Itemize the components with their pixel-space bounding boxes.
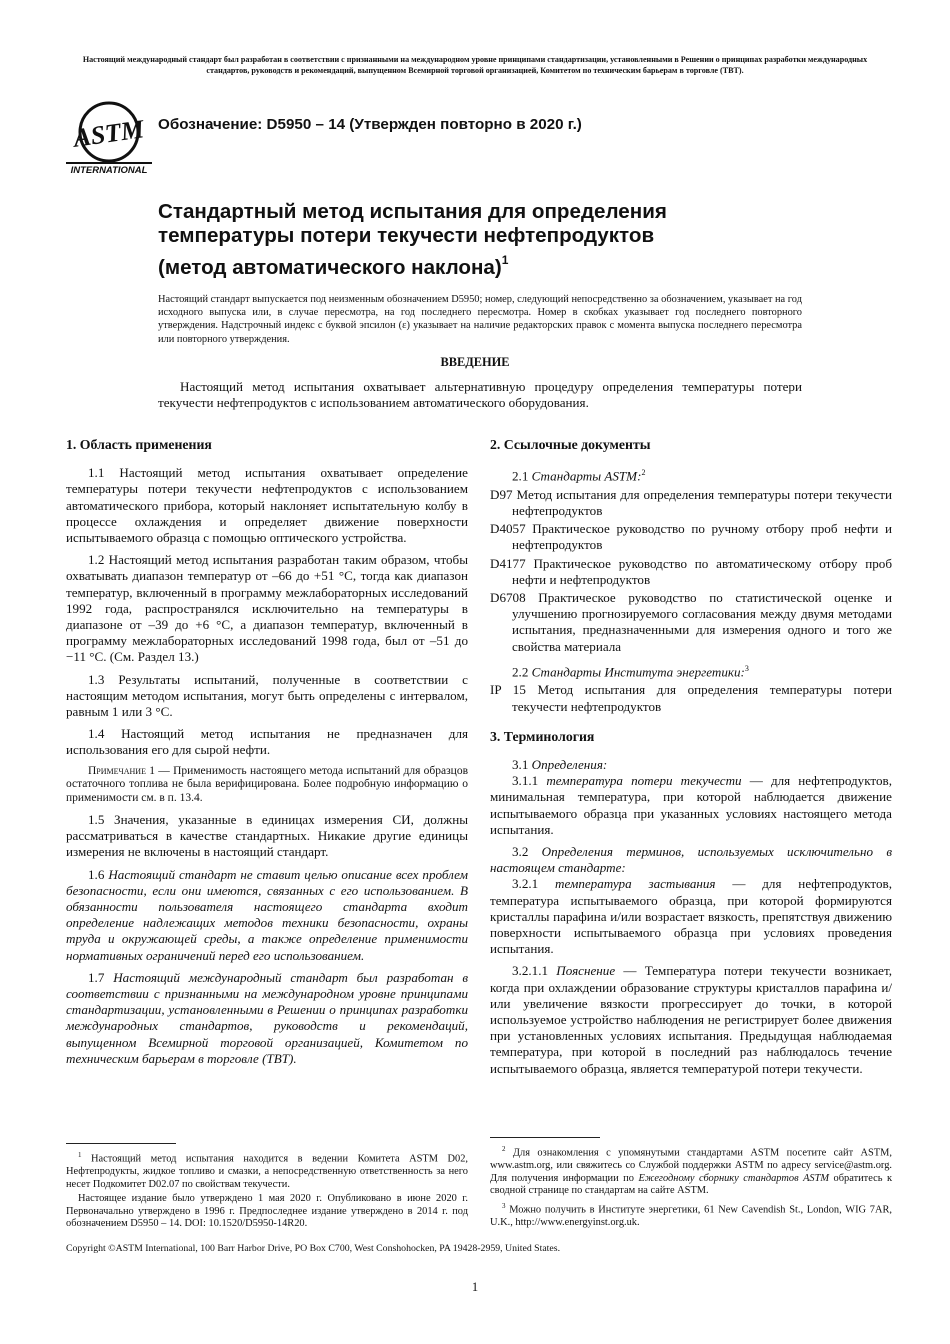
copyright: Copyright ©ASTM International, 100 Barr Harbor Drive, PO Box C700, West Conshohocken, PA 19428-2959, United States. bbox=[66, 1243, 561, 1254]
intro-heading: ВВЕДЕНИЕ bbox=[440, 355, 510, 369]
section-1-heading: 1. Область применения bbox=[66, 437, 212, 452]
right-column bbox=[490, 437, 892, 1083]
ref-item: D4057 Практическое руководство по ручному отбору проб нефти и нефтепродуктов bbox=[490, 521, 892, 553]
footnote-1: $^1$ Настоящий метод испытания находится в ведении Комитета ASTM D02, Нефтепродукты, жидкое топливо и смазки, а непосредственную ответственность за него несет Подкомитет D02.07 по свойствам текучести. bbox=[66, 1151, 468, 1190]
left-column bbox=[66, 437, 468, 1073]
top-banner: Настоящий международный стандарт был разработан в соответствии с признанными на международном уровне принципами стандартизации, установленными в Решении о принципах разработки международных стандартов, руководств и рекомендаций, выпущенном Всемирной торговой организацией, Комитетом по техническим барьерам в торговле (TBT). bbox=[82, 55, 868, 75]
ref-item: D97 Метод испытания для определения температуры потери текучести нефтепродуктов bbox=[490, 486, 892, 518]
ref-item: D6708 Практическое руководство по статистической оценке и улучшению прогнозируемого согласования между двумя методами испытания, предназначенными для измерения одного и того же свойства материала bbox=[490, 589, 892, 654]
astm-logo bbox=[66, 100, 152, 176]
footnote-rule-left bbox=[66, 1143, 176, 1144]
note-1 bbox=[66, 765, 468, 806]
paragraph-3-1: 3.1 Определения: bbox=[512, 756, 608, 772]
astm-logo-icon bbox=[66, 100, 152, 176]
paragraph-3-2-1-1: 3.2.1.1 Пояснение — Температура потери текучести возникает, когда при охлаждении образование структуры кристаллов парафина и/или увеличение вязкости прогрессирует до точки, в которой используемое устройство наблюдения не регистрирует более движения при установленных условиях испытания. Предыдущая наблюдаемая температура, при которой в последний раз наблюдалось течение испытываемого образца, является температурой потери текучести. bbox=[490, 963, 893, 1076]
title-line-1: Стандартный метод испытания для определения bbox=[158, 200, 667, 223]
preamble: Настоящий стандарт выпускается под неизменным обозначением D5950; номер, следующий непосредственно за обозначением, указывает на год исходного выпуска или, в случае пересмотра, на год последнего пересмотра. Номер в скобках указывает год последнего повторного утверждения. Надстрочный индекс с буквой эпсилон (ε) указывает на наличие редакторских правок с момента выпуска последнего пересмотра или повторного утверждения. bbox=[158, 294, 802, 345]
section-2-heading: 2. Ссылочные документы bbox=[490, 437, 651, 452]
paragraph-1-3: 1.3 Результаты испытаний, полученные в соответствии с настоящим методом испытания, могут быть определены с интервалом, равным 1 или 3 °C. bbox=[66, 671, 468, 720]
paragraph-1-5: 1.5 Значения, указанные в единицах измерения СИ, должны рассматриваться в качестве стандартных. Никакие другие единицы измерения не включены в настоящий стандарт. bbox=[66, 812, 468, 860]
intro-text: Настоящий метод испытания охватывает альтернативную процедуру определения температуры потери текучести нефтепродуктов с использованием автоматического оборудования. bbox=[158, 379, 802, 411]
paragraph-1-6: 1.6 Настоящий стандарт не ставит целью описание всех проблем безопасности, если они имеются, связанных с его использованием. В обязанности пользователя настоящего стандарта входит определение надлежащих методов техники безопасности, охраны труда и окружающей среды, а также определение применимости нормативных ограничений перед его использованием. bbox=[66, 866, 469, 963]
page-number: 1 bbox=[471, 1280, 479, 1294]
document-title bbox=[158, 200, 758, 280]
paragraph-3-2-1: 3.2.1 температура застывания — для нефтепродуктов, температура испытываемого образца, при которой формируются кристаллы парафина и/или возрастает вязкость, препятствуя движению поверхности испытываемого образца при условиях проведения испытания. bbox=[490, 876, 892, 957]
ref-item: D4177 Практическое руководство по автоматическому отбору проб нефти и нефтепродуктов bbox=[490, 555, 892, 587]
paragraph-1-7-text: Настоящий международный стандарт был разработан в соответствии с признанными на международном уровне принципами стандартизации, установленными в Решении о принципах разработки международных стандартов, руководств и рекомендаций, выпущенном Всемирной торговой организацией, Комитетом по техническим барьерам в торговле (TBT). bbox=[66, 969, 468, 1066]
subsection-2-2: 2.2 Стандарты Института энергетики:$^3$ bbox=[512, 663, 749, 680]
footnote-1-edition: Настоящее издание было утверждено 1 мая 2020 г. Опубликовано в июне 2020 г. Первоначально утверждено в 1996 г. Предпоследнее издание утверждено в 2014 г. под обозначением D5950 – 14. DOI: 10.1520/D5950-14R20. bbox=[66, 1193, 468, 1230]
logo-subtext: INTERNATIONAL bbox=[70, 165, 148, 176]
footnote-2: $^2$ Для ознакомления с упомянутыми стандартами ASTM посетите сайт ASTM, www.astm.org, или свяжитесь со Службой поддержки ASTM по адресу service@astm.org. Для получения информации по Ежегодному сборнику стандартов ASTM обратитесь к сводной странице по стандартам на сайте ASTM. bbox=[490, 1145, 892, 1197]
paragraph-1-4: 1.4 Настоящий метод испытания не предназначен для использования его для сырой нефти. bbox=[66, 726, 468, 758]
note-label: Примечание 1 bbox=[88, 764, 155, 777]
paragraph-1-7: 1.7 Настоящий международный стандарт был разработан в соответствии с признанными на международном уровне принципами стандартизации, установленными в Решении о принципах разработки международных стандартов, руководств и рекомендаций, выпущенном Всемирной торговой организацией, Комитетом по техническим барьерам в торговле (TBT). bbox=[66, 969, 468, 1066]
designation: Обозначение: D5950 – 14 (Утвержден повторно в 2020 г.) bbox=[158, 116, 582, 133]
footnote-rule-right bbox=[490, 1137, 600, 1138]
paragraph-1-2: 1.2 Настоящий метод испытания разработан таким образом, чтобы охватывать диапазон температур от –66 до +51 °C, тогда как диапазон температур, включенный в программу межлабораторных исследований 1992 года, распространялся исключительно на температуры в диапазоне от –39 до +6 °C, а диапазон температур, включенный в программу межлабораторных исследований 1998 года, был от –51 до −11 °C. (См. Раздел 13.) bbox=[66, 552, 468, 665]
footnotes-left bbox=[66, 1149, 468, 1233]
subsection-2-1: 2.1 Стандарты ASTM:$^2$ bbox=[512, 468, 646, 484]
ref-item-ip15: IP 15 Метод испытания для определения температуры потери текучести нефтепродуктов bbox=[490, 682, 892, 714]
title-line-3: (метод автоматического наклона) bbox=[158, 256, 502, 279]
section-3-heading: 3. Терминология bbox=[490, 728, 595, 744]
paragraph-1-6-text: Настоящий стандарт не ставит целью описание всех проблем безопасности, если они имеются, связанных с его использованием. В обязанности пользователя настоящего стандарта входит определение надлежащих методов техники безопасности, охраны труда и окружающей среды, а также определение применимости нормативных ограничений перед его использованием. bbox=[66, 866, 469, 963]
paragraph-3-1-1: 3.1.1 температура потери текучести — для нефтепродуктов, минимальная температура, при которой наблюдается движение испытываемого образца при указанных условиях настоящего метода испытания. bbox=[490, 773, 892, 837]
logo-text: ASTM bbox=[71, 114, 146, 153]
paragraph-1-1: 1.1 Настоящий метод испытания охватывает определение температуры потери текучести нефтепродуктов с использованием автоматического прибора, который наклоняет испытательную колбу в процессе охлаждения и определяет движение поверхности испытываемого образца с помощью оптического устройства. bbox=[66, 465, 468, 546]
footnote-3: $^3$ Можно получить в Институте энергетики, 61 New Cavendish St., London, WIG 7AR, U.K., http://www.energyinst.org.uk. bbox=[490, 1201, 892, 1228]
footnotes-right bbox=[490, 1143, 892, 1232]
title-line-2: температуры потери текучести нефтепродуктов bbox=[158, 224, 655, 247]
paragraph-3-2: 3.2 Определения терминов, используемых исключительно в настоящем стандарте: bbox=[490, 843, 892, 876]
title-footnote-ref: 1 bbox=[501, 253, 509, 267]
note-text: — Применимость настоящего метода испытаний для образцов остаточного топлива не была верифицирована. Более подробную информацию о применимости см. в п. 13.4. bbox=[66, 764, 469, 805]
